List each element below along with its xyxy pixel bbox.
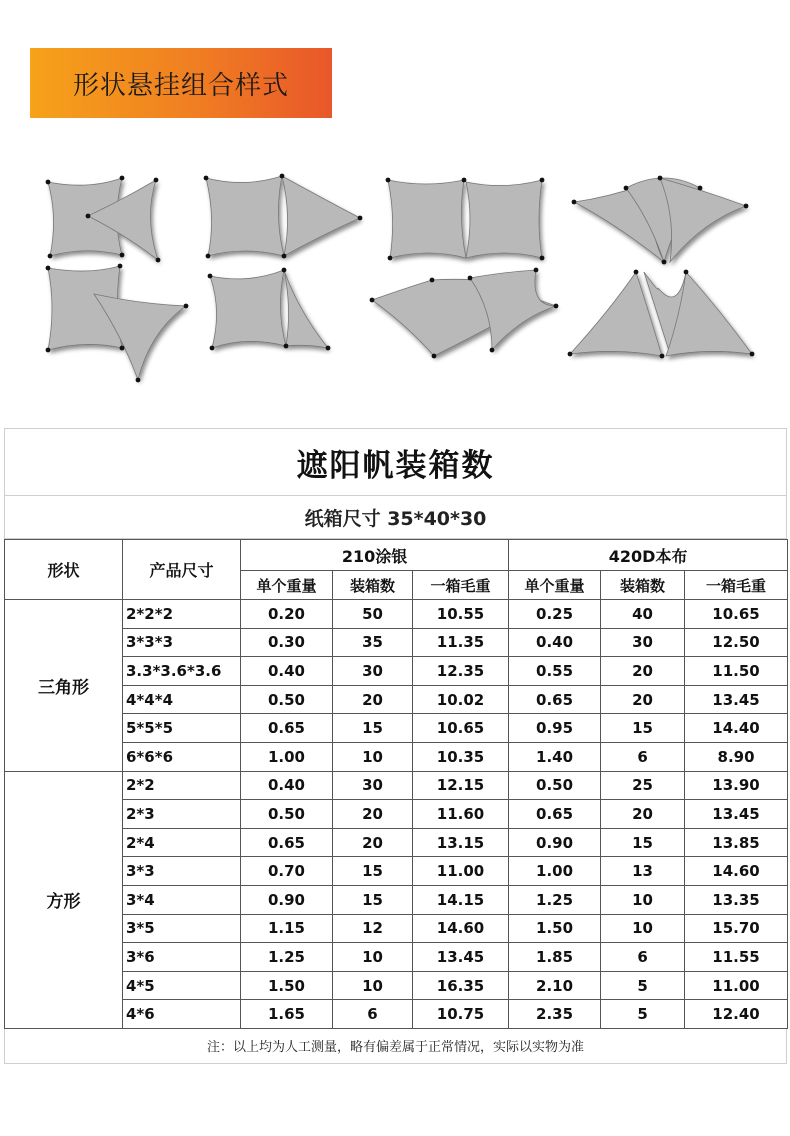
table-row xyxy=(5,885,788,914)
size-cell: 5*5*5 xyxy=(123,714,241,743)
value-cell: 0.70 xyxy=(241,857,333,886)
table-row xyxy=(5,628,788,657)
value-cell: 0.40 xyxy=(241,657,333,686)
value-cell: 30 xyxy=(333,657,413,686)
size-cell: 6*6*6 xyxy=(123,742,241,771)
packing-table xyxy=(4,539,788,1029)
value-cell: 0.20 xyxy=(241,600,333,629)
value-cell: 25 xyxy=(601,771,685,800)
value-cell: 10.65 xyxy=(685,600,788,629)
value-cell: 20 xyxy=(333,800,413,829)
value-cell: 10.55 xyxy=(413,600,509,629)
shade-sail-combination-illustration xyxy=(30,160,770,390)
value-cell: 15 xyxy=(333,857,413,886)
size-cell: 4*4*4 xyxy=(123,685,241,714)
header-size: 产品尺寸 xyxy=(123,540,241,600)
value-cell: 12.40 xyxy=(685,1000,788,1029)
value-cell: 20 xyxy=(601,800,685,829)
value-cell: 0.40 xyxy=(509,628,601,657)
header-per-box: 装箱数 xyxy=(333,571,413,600)
value-cell: 50 xyxy=(333,600,413,629)
table-title: 遮阳帆装箱数 xyxy=(296,447,495,484)
value-cell: 0.90 xyxy=(509,828,601,857)
value-cell: 13.45 xyxy=(685,800,788,829)
value-cell: 14.15 xyxy=(413,885,509,914)
value-cell: 13.90 xyxy=(685,771,788,800)
packing-table-section xyxy=(4,428,787,1064)
value-cell: 10 xyxy=(333,943,413,972)
value-cell: 14.40 xyxy=(685,714,788,743)
value-cell: 10.75 xyxy=(413,1000,509,1029)
size-cell: 3*6 xyxy=(123,943,241,972)
section-banner xyxy=(30,48,332,118)
value-cell: 13 xyxy=(601,857,685,886)
value-cell: 15 xyxy=(333,714,413,743)
value-cell: 0.65 xyxy=(509,685,601,714)
value-cell: 0.65 xyxy=(241,714,333,743)
size-cell: 3*3 xyxy=(123,857,241,886)
value-cell: 16.35 xyxy=(413,971,509,1000)
table-row xyxy=(5,742,788,771)
value-cell: 10.65 xyxy=(413,714,509,743)
value-cell: 2.35 xyxy=(509,1000,601,1029)
size-cell: 2*2 xyxy=(123,771,241,800)
value-cell: 13.85 xyxy=(685,828,788,857)
value-cell: 13.15 xyxy=(413,828,509,857)
table-title-box xyxy=(4,428,787,496)
table-row xyxy=(5,600,788,629)
value-cell: 40 xyxy=(601,600,685,629)
value-cell: 0.50 xyxy=(241,685,333,714)
value-cell: 1.25 xyxy=(509,885,601,914)
size-cell: 4*5 xyxy=(123,971,241,1000)
table-row xyxy=(5,828,788,857)
table-row xyxy=(5,1000,788,1029)
value-cell: 13.45 xyxy=(685,685,788,714)
table-row xyxy=(5,943,788,972)
value-cell: 0.55 xyxy=(509,657,601,686)
shade-sail-icon xyxy=(30,160,770,390)
value-cell: 0.90 xyxy=(241,885,333,914)
size-cell: 2*4 xyxy=(123,828,241,857)
value-cell: 20 xyxy=(601,685,685,714)
value-cell: 30 xyxy=(601,628,685,657)
value-cell: 13.35 xyxy=(685,885,788,914)
value-cell: 14.60 xyxy=(685,857,788,886)
header-unit-weight: 单个重量 xyxy=(241,571,333,600)
footnote xyxy=(4,1029,787,1064)
value-cell: 20 xyxy=(601,657,685,686)
value-cell: 12.50 xyxy=(685,628,788,657)
value-cell: 1.50 xyxy=(241,971,333,1000)
value-cell: 0.30 xyxy=(241,628,333,657)
header-gross-weight: 一箱毛重 xyxy=(685,571,788,600)
value-cell: 20 xyxy=(333,685,413,714)
value-cell: 0.50 xyxy=(241,800,333,829)
table-body xyxy=(5,600,788,1029)
value-cell: 0.40 xyxy=(241,771,333,800)
shape-cell: 三角形 xyxy=(5,600,123,772)
banner-title: 形状悬挂组合样式 xyxy=(72,70,289,101)
value-cell: 6 xyxy=(333,1000,413,1029)
value-cell: 14.60 xyxy=(413,914,509,943)
value-cell: 0.65 xyxy=(509,800,601,829)
value-cell: 1.25 xyxy=(241,943,333,972)
header-unit-weight: 单个重量 xyxy=(509,571,601,600)
table-row xyxy=(5,800,788,829)
value-cell: 0.65 xyxy=(241,828,333,857)
table-row xyxy=(5,857,788,886)
footnote-text: 注：以上均为人工测量，略有偏差属于正常情况，实际以实物为准 xyxy=(206,1040,584,1056)
value-cell: 1.00 xyxy=(509,857,601,886)
value-cell: 11.00 xyxy=(685,971,788,1000)
value-cell: 15 xyxy=(601,714,685,743)
value-cell: 12 xyxy=(333,914,413,943)
value-cell: 11.35 xyxy=(413,628,509,657)
box-size-text: 纸箱尺寸 35*40*30 xyxy=(304,507,487,530)
header-group-420d: 420D本布 xyxy=(509,540,788,571)
table-row xyxy=(5,914,788,943)
size-cell: 3*5 xyxy=(123,914,241,943)
value-cell: 1.15 xyxy=(241,914,333,943)
value-cell: 10 xyxy=(601,914,685,943)
value-cell: 11.55 xyxy=(685,943,788,972)
value-cell: 1.40 xyxy=(509,742,601,771)
value-cell: 5 xyxy=(601,971,685,1000)
header-gross-weight: 一箱毛重 xyxy=(413,571,509,600)
value-cell: 2.10 xyxy=(509,971,601,1000)
value-cell: 15.70 xyxy=(685,914,788,943)
value-cell: 13.45 xyxy=(413,943,509,972)
value-cell: 0.50 xyxy=(509,771,601,800)
value-cell: 0.95 xyxy=(509,714,601,743)
value-cell: 35 xyxy=(333,628,413,657)
value-cell: 11.00 xyxy=(413,857,509,886)
table-row xyxy=(5,685,788,714)
table-row xyxy=(5,657,788,686)
size-cell: 2*2*2 xyxy=(123,600,241,629)
value-cell: 20 xyxy=(333,828,413,857)
table-row xyxy=(5,971,788,1000)
value-cell: 1.00 xyxy=(241,742,333,771)
value-cell: 10.35 xyxy=(413,742,509,771)
value-cell: 12.15 xyxy=(413,771,509,800)
value-cell: 10.02 xyxy=(413,685,509,714)
value-cell: 6 xyxy=(601,943,685,972)
header-group-210: 210涂银 xyxy=(241,540,509,571)
size-cell: 2*3 xyxy=(123,800,241,829)
value-cell: 0.25 xyxy=(509,600,601,629)
value-cell: 8.90 xyxy=(685,742,788,771)
value-cell: 11.60 xyxy=(413,800,509,829)
size-cell: 3*3*3 xyxy=(123,628,241,657)
value-cell: 6 xyxy=(601,742,685,771)
shape-cell: 方形 xyxy=(5,771,123,1028)
value-cell: 10 xyxy=(601,885,685,914)
value-cell: 15 xyxy=(333,885,413,914)
size-cell: 3*4 xyxy=(123,885,241,914)
value-cell: 1.85 xyxy=(509,943,601,972)
value-cell: 10 xyxy=(333,742,413,771)
header-per-box: 装箱数 xyxy=(601,571,685,600)
value-cell: 5 xyxy=(601,1000,685,1029)
value-cell: 11.50 xyxy=(685,657,788,686)
table-row xyxy=(5,714,788,743)
value-cell: 30 xyxy=(333,771,413,800)
size-cell: 4*6 xyxy=(123,1000,241,1029)
box-size-row xyxy=(4,496,787,539)
value-cell: 1.65 xyxy=(241,1000,333,1029)
header-shape: 形状 xyxy=(5,540,123,600)
size-cell: 3.3*3.6*3.6 xyxy=(123,657,241,686)
value-cell: 15 xyxy=(601,828,685,857)
value-cell: 12.35 xyxy=(413,657,509,686)
value-cell: 10 xyxy=(333,971,413,1000)
table-row xyxy=(5,771,788,800)
value-cell: 1.50 xyxy=(509,914,601,943)
